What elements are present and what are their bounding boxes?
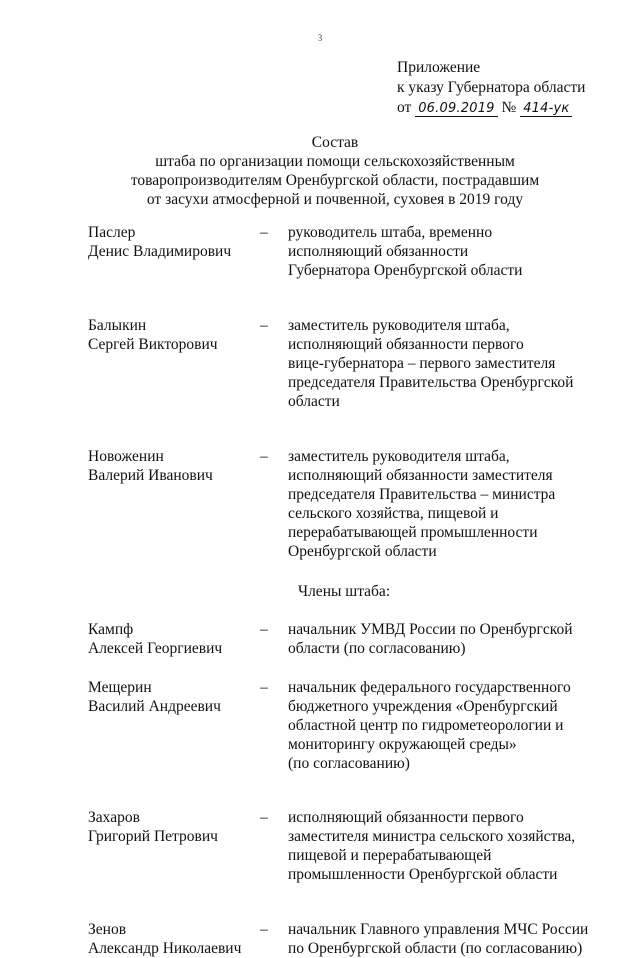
member-given-names: Александр Николаевич — [88, 940, 242, 957]
spacer — [88, 658, 608, 678]
position-line: по Оренбургской области (по согласованию) — [288, 940, 583, 957]
position-line: промышленности Оренбургской области — [288, 866, 558, 883]
position-line: мониторингу окружающей среды» — [288, 736, 517, 753]
title-line-2: штаба по организации помощи сельскохозяйственным — [155, 153, 515, 170]
member-position — [288, 223, 588, 280]
position-line: Губернатора Оренбургской области — [288, 262, 523, 279]
member-surname: Мещерин — [88, 679, 152, 696]
position-line: сельского хозяйства, пищевой и — [288, 505, 499, 522]
dash-separator: – — [260, 317, 268, 334]
position-line: начальник федерального государственного — [288, 679, 571, 696]
member-given-names: Денис Владимирович — [88, 243, 232, 260]
position-line: области (по согласованию) — [288, 640, 466, 657]
spacer — [88, 884, 608, 920]
dash-separator: – — [260, 224, 268, 241]
member-given-names: Василий Андреевич — [88, 698, 221, 715]
date-prefix: от — [397, 99, 412, 116]
member-row — [88, 808, 608, 884]
dash-separator: – — [260, 679, 268, 696]
member-row — [88, 678, 608, 773]
member-name — [88, 447, 260, 485]
position-line: председателя Правительства – министра — [288, 486, 556, 503]
appendix-label: Приложение — [397, 59, 481, 76]
member-surname: Балыкин — [88, 317, 147, 334]
member-row — [88, 620, 608, 658]
position-line: пищевой и перерабатывающей — [288, 847, 492, 864]
position-line: руководитель штаба, временно — [288, 224, 493, 241]
handwritten-number: 414-ук — [520, 101, 572, 117]
position-line: исполняющий обязанности заместителя — [288, 467, 553, 484]
position-line: (по согласованию) — [288, 755, 410, 772]
members-list — [88, 223, 608, 958]
position-line: исполняющий обязанности первого — [288, 809, 524, 826]
member-name — [88, 920, 260, 958]
position-line: областной центр по гидрометеорологии и — [288, 717, 564, 734]
position-line: начальник Главного управления МЧС России — [288, 921, 589, 938]
page-number: 3 — [317, 33, 323, 43]
position-line: области — [288, 393, 340, 410]
position-line: вице-губернатора – первого заместителя — [288, 355, 556, 372]
member-row — [88, 316, 608, 411]
appendix-decree-reference: к указу Губернатора области — [397, 79, 586, 96]
member-given-names: Сергей Викторович — [88, 336, 218, 353]
member-row — [88, 920, 608, 958]
member-surname: Зенов — [88, 921, 127, 938]
member-position — [288, 447, 588, 561]
position-line: исполняющий обязанности первого — [288, 336, 524, 353]
position-line: председателя Правительства Оренбургской — [288, 374, 574, 391]
member-surname: Паслер — [88, 224, 136, 241]
dash-separator: – — [260, 809, 268, 826]
member-position — [288, 678, 588, 773]
member-position — [288, 808, 588, 884]
member-given-names: Алексей Георгиевич — [88, 640, 223, 657]
member-name — [88, 678, 260, 716]
members-heading: Члены штаба: — [298, 583, 391, 600]
position-line: перерабатывающей промышленности — [288, 524, 538, 541]
member-name — [88, 316, 260, 354]
position-line: исполняющий обязанности — [288, 243, 469, 260]
position-line: заместителя министра сельского хозяйства, — [288, 828, 576, 845]
position-line: заместитель руководителя штаба, — [288, 448, 510, 465]
member-surname: Новоженин — [88, 448, 164, 465]
number-sign: № — [501, 99, 517, 116]
title-line-1: Состав — [311, 134, 359, 151]
spacer — [88, 411, 608, 447]
title-line-3: товаропроизводителям Оренбургской области, пострадавшим — [130, 172, 540, 189]
member-surname: Кампф — [88, 621, 134, 638]
member-name — [88, 808, 260, 846]
position-line: заместитель руководителя штаба, — [288, 317, 510, 334]
member-surname: Захаров — [88, 809, 140, 826]
member-name — [88, 620, 260, 658]
appendix-header — [397, 58, 637, 118]
position-line: Оренбургской области — [288, 543, 437, 560]
dash-separator: – — [260, 621, 268, 638]
dash-separator: – — [260, 448, 268, 465]
handwritten-date: 06.09.2019 — [415, 101, 497, 117]
title-line-4: от засухи атмосферной и почвенной, суховея в 2019 году — [146, 191, 524, 208]
member-given-names: Валерий Иванович — [88, 467, 213, 484]
spacer — [88, 773, 608, 808]
member-row — [88, 447, 608, 561]
spacer — [88, 561, 608, 582]
document-title — [0, 133, 640, 209]
spacer — [88, 280, 608, 316]
member-position — [288, 620, 588, 658]
position-line: начальник УМВД России по Оренбургской — [288, 621, 573, 638]
member-row — [88, 223, 608, 280]
spacer — [88, 601, 608, 620]
position-line: бюджетного учреждения «Оренбургский — [288, 698, 558, 715]
member-position — [288, 316, 588, 411]
dash-separator: – — [260, 921, 268, 938]
member-position — [288, 920, 588, 958]
member-given-names: Григорий Петрович — [88, 828, 218, 845]
member-name — [88, 223, 260, 261]
appendix-date-line — [397, 98, 637, 118]
